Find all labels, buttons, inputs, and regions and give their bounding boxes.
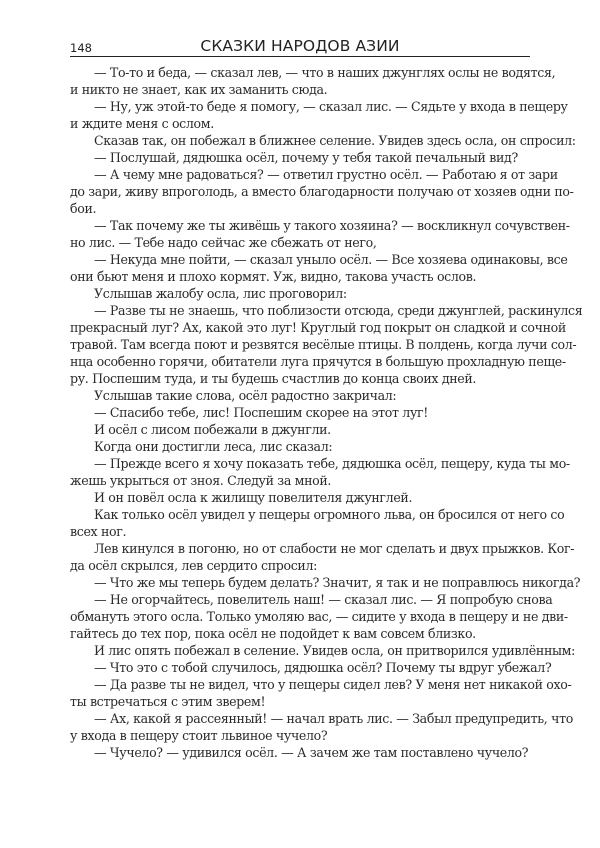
text-line: Сказав так, он побежал в ближнее селение. Увидев здесь осла, он спросил:: [94, 133, 576, 148]
text-line: Как только осёл увидел у пещеры огромного льва, он бросился от него со: [94, 507, 565, 522]
text-line: — Так почему же ты живёшь у такого хозяина? — воскликнул сочувствен-: [94, 218, 570, 233]
page-body-text: [70, 64, 583, 761]
text-line: и никто не знает, как их заманить сюда.: [70, 82, 328, 97]
text-line: прекрасный луг? Ах, какой это луг! Круглый год покрыт он сладкой и сочной: [70, 320, 566, 335]
text-line: да осёл скрылся, лев сердито спросил:: [70, 558, 318, 573]
text-line: ты встречаться с этим зверем!: [70, 694, 266, 709]
text-line: гайтесь до тех пор, пока осёл не подойдет к вам совсем близко.: [70, 626, 476, 641]
text-line: ру. Поспешим туда, и ты будешь счастлив до конца своих дней.: [70, 371, 477, 386]
text-line: — Что это с тобой случилось, дядюшка осёл? Почему ты вдруг убежал?: [94, 660, 552, 675]
text-line: бои.: [70, 201, 97, 216]
text-line: жешь укрыться от зноя. Следуй за мной.: [70, 473, 332, 488]
text-line: И лис опять побежал в селение. Увидев осла, он притворился удивлённым:: [94, 643, 576, 658]
text-line: Лев кинулся в погоню, но от слабости не мог сделать и двух прыжков. Ког-: [94, 541, 575, 556]
text-line: И осёл с лисом побежали в джунгли.: [94, 422, 331, 437]
text-line: нца особенно горячи, обитатели луга прячутся в большую прохладную пеще-: [70, 354, 566, 369]
text-line: — Что же мы теперь будем делать? Значит, я так и не поправлюсь никогда?: [94, 575, 581, 590]
text-line: — Некуда мне пойти, — сказал уныло осёл. — Все хозяева одинаковы, все: [94, 252, 568, 267]
text-line: Услышав такие слова, осёл радостно закричал:: [94, 388, 397, 403]
text-line: — То-то и беда, — сказал лев, — что в наших джунглях ослы не водятся,: [94, 65, 556, 80]
text-line: — Чучело? — удивился осёл. — А зачем же там поставлено чучело?: [94, 745, 529, 760]
text-line: — Разве ты не знаешь, что поблизости отсюда, среди джунглей, раскинулся: [94, 303, 583, 318]
text-line: до зари, живу впроголодь, а вместо благодарности получаю от хозяев одни по-: [70, 184, 574, 199]
running-title: СКАЗКИ НАРОДОВ АЗИИ: [200, 37, 400, 55]
text-line: и ждите меня с ослом.: [70, 116, 214, 131]
text-line: — А чему мне радоваться? — ответил грустно осёл. — Работаю я от зари: [94, 167, 558, 182]
text-line: — Спасибо тебе, лис! Поспешим скорее на этот луг!: [94, 405, 428, 420]
text-line: Когда они достигли леса, лис сказал:: [94, 439, 333, 454]
text-line: всех ног.: [70, 524, 127, 539]
page-number: 148: [70, 41, 92, 55]
text-line: обмануть этого осла. Только умоляю вас, — сидите у входа в пещеру и не дви-: [70, 609, 568, 624]
text-line: они бьют меня и плохо кормят. Уж, видно, такова участь ослов.: [70, 269, 477, 284]
text-line: — Да разве ты не видел, что у пещеры сидел лев? У меня нет никакой охо-: [94, 677, 572, 692]
text-line: — Послушай, дядюшка осёл, почему у тебя такой печальный вид?: [94, 150, 518, 165]
text-line: — Прежде всего я хочу показать тебе, дядюшка осёл, пещеру, куда ты мо-: [94, 456, 570, 471]
text-line: — Ну, уж этой-то беде я помогу, — сказал лис. — Сядьте у входа в пещеру: [94, 99, 568, 114]
text-line: — Не огорчайтесь, повелитель наш! — сказал лис. — Я попробую снова: [94, 592, 553, 607]
text-line: И он повёл осла к жилищу повелителя джунглей.: [94, 490, 413, 505]
running-header: [70, 36, 530, 57]
text-line: у входа в пещеру стоит львиное чучело?: [70, 728, 328, 743]
text-line: — Ах, какой я рассеянный! — начал врать лис. — Забыл предупредить, что: [94, 711, 573, 726]
text-line: но лис. — Тебе надо сейчас же сбежать от него,: [70, 235, 377, 250]
text-line: Услышав жалобу осла, лис проговорил:: [94, 286, 347, 301]
text-line: травой. Там всегда поют и резвятся весёлые птицы. В полдень, когда лучи сол-: [70, 337, 577, 352]
